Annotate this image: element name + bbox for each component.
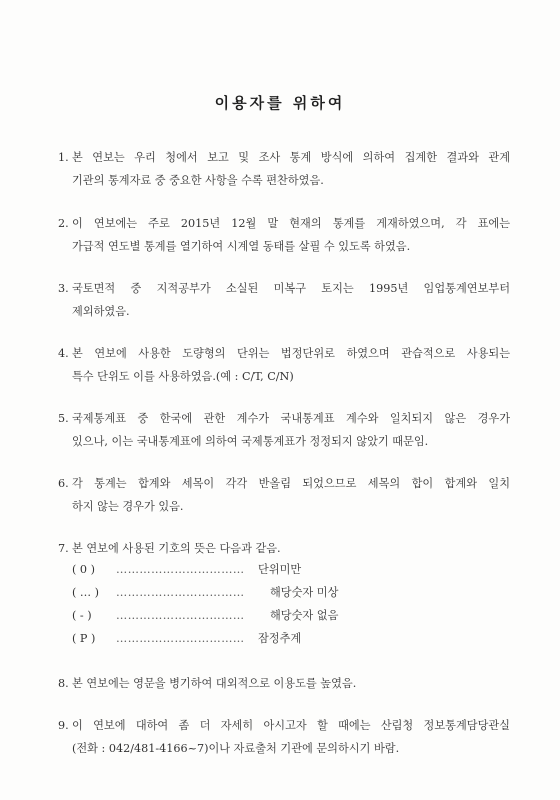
note-9 (58, 714, 510, 760)
note-line: 본 연보에 사용한 도량형의 단위는 법정단위로 하였으며 관습적으로 사용되는 (72, 347, 510, 360)
note-line: 이 연보에는 주로 2015년 12월 말 현재의 통계를 게재하였으며, 각 표에는 (72, 217, 510, 230)
note-number: 6. (58, 477, 69, 490)
symbol-leader: …………………………… (116, 563, 245, 576)
note-4 (58, 342, 510, 388)
symbol-code: ( P ) (72, 632, 96, 645)
symbol-leader: …………………………… (116, 609, 245, 622)
note-7 (58, 537, 510, 560)
note-number: 4. (58, 347, 69, 360)
note-8 (58, 672, 510, 695)
symbol-leader: …………………………… (116, 632, 245, 645)
note-2 (58, 212, 510, 258)
note-line: 특수 단위도 이를 사용하였음.(예 : C/T, C/N) (72, 370, 294, 383)
note-number: 3. (58, 282, 69, 295)
note-line: 가급적 연도별 통계를 열기하여 시계열 동태를 살필 수 있도록 하였음. (72, 240, 411, 253)
symbol-row (72, 584, 510, 607)
note-3 (58, 277, 510, 323)
note-line: 이 연보에 대하여 좀 더 자세히 아시고자 할 때에는 산림청 정보통계담당관실 (72, 719, 510, 732)
note-line: 본 연보에는 영문을 병기하여 대외적으로 이용도를 높였음. (72, 677, 357, 690)
note-number: 2. (58, 217, 69, 230)
symbol-row (72, 630, 510, 653)
note-line: 있으나, 이는 국내통계표에 의하여 국제통계표가 정정되지 않았기 때문임. (72, 435, 429, 448)
symbol-row (72, 561, 510, 584)
symbol-meaning: 단위미만 (258, 563, 302, 576)
note-line: 국토면적 중 지적공부가 소실된 미복구 토지는 1995년 임업통계연보부터 (72, 282, 510, 295)
note-line: 기관의 통계자료 중 중요한 사항을 수록 편찬하였음. (72, 174, 324, 187)
symbol-meaning: 잠정추계 (258, 632, 302, 645)
symbol-code: ( - ) (72, 609, 92, 622)
notes-list (58, 146, 510, 760)
note-5 (58, 407, 510, 453)
note-6 (58, 472, 510, 518)
symbol-leader: …………………………… (116, 586, 245, 599)
symbol-meaning: 해당숫자 미상 (270, 586, 339, 599)
note-number: 7. (58, 542, 69, 555)
note-1 (58, 146, 510, 192)
note-number: 8. (58, 677, 69, 690)
note-line: 국제통계표 중 한국에 관한 계수가 국내통계표 계수와 일치되지 않은 경우가 (72, 412, 510, 425)
note-line: 본 연보는 우리 청에서 보고 및 조사 통계 방식에 의하여 집계한 결과와 관계 (72, 151, 510, 164)
symbol-row (72, 607, 510, 630)
page-title: 이용자를 위하여 (214, 94, 346, 112)
note-line: 제외하였음. (72, 305, 130, 318)
symbol-code: ( 0 ) (72, 563, 95, 576)
note-line: 하지 않는 경우가 있음. (72, 500, 184, 513)
note-line: (전화 : 042/481-4166~7)이나 자료출처 기관에 문의하시기 바람. (72, 742, 400, 755)
note-line: 본 연보에 사용된 기호의 뜻은 다음과 같음. (72, 542, 281, 555)
symbol-meaning: 해당숫자 없음 (270, 609, 339, 622)
symbol-code: ( … ) (72, 586, 100, 599)
note-number: 1. (58, 151, 69, 164)
note-number: 9. (58, 719, 69, 732)
note-number: 5. (58, 412, 69, 425)
note-line: 각 통계는 합계와 세목이 각각 반올림 되었으므로 세목의 합이 합계와 일치 (72, 477, 510, 490)
symbol-legend (72, 561, 510, 653)
